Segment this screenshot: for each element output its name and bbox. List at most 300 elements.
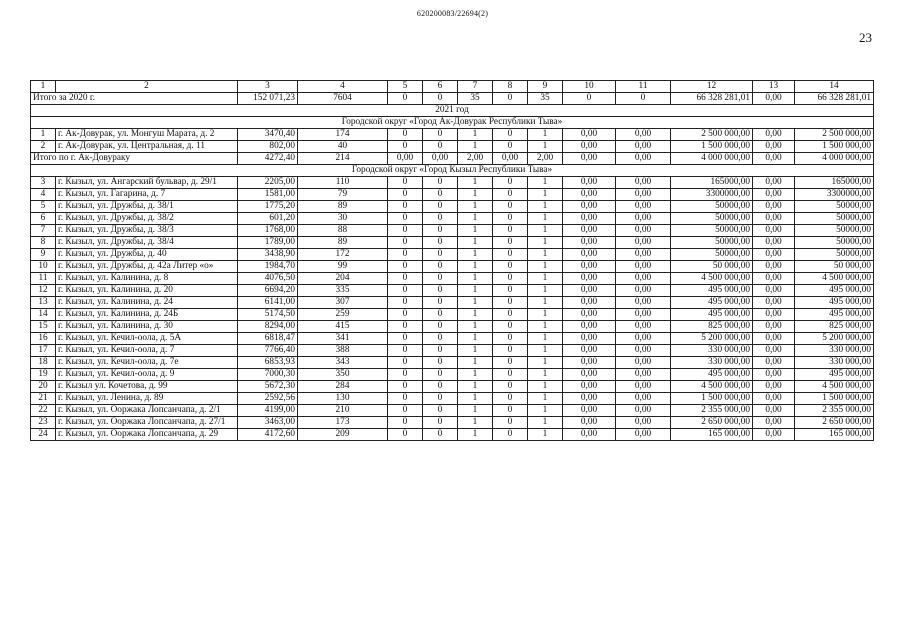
value-cell: 1 [528,201,563,213]
value-cell: 415 [298,321,388,333]
value-cell: 341 [298,333,388,345]
address-cell: г. Кызыл, ул. Дружбы, д. 38/4 [56,237,238,249]
value-cell: 802,00 [238,141,298,153]
value-cell: 1 [458,189,493,201]
value-cell: 0,00 [753,189,795,201]
address-cell: г. Кызыл, ул. Ангарский бульвар, д. 29/1 [56,177,238,189]
value-cell: 0 [423,309,458,321]
value-cell: 5174,50 [238,309,298,321]
value-cell: 307 [298,297,388,309]
value-cell: 1 [528,273,563,285]
value-cell: 495 000,00 [671,285,753,297]
total-value-cell: 35 [528,93,563,105]
value-cell: 495 000,00 [795,285,874,297]
value-cell: 50000,00 [795,249,874,261]
value-cell: 1 [528,141,563,153]
value-cell: 0 [388,309,423,321]
value-cell: 6694,20 [238,285,298,297]
value-cell: 0,00 [563,309,616,321]
value-cell: 1 [458,357,493,369]
value-cell: 0 [423,429,458,441]
value-cell: 0 [493,141,528,153]
value-cell: 0,00 [753,381,795,393]
value-cell: 0,00 [563,213,616,225]
value-cell: 130 [298,393,388,405]
value-cell: 1 [528,333,563,345]
value-cell: 0,00 [753,345,795,357]
column-number-cell: 2 [56,81,238,93]
table-row [31,417,874,429]
value-cell: 495 000,00 [795,297,874,309]
year-heading-text: 2021 год [31,105,874,117]
address-cell: г. Ак-Довурак, ул. Центральная, д. 11 [56,141,238,153]
value-cell: 0 [493,417,528,429]
table-row [31,189,874,201]
value-cell: 0,00 [753,285,795,297]
value-cell: 0 [388,393,423,405]
total-label: Итого за 2020 г. [31,93,238,105]
address-cell: г. Кызыл, ул. Ооржака Лопсанчапа, д. 27/1 [56,417,238,429]
value-cell: 0 [388,285,423,297]
column-number-cell: 8 [493,81,528,93]
value-cell: 4 500 000,00 [671,381,753,393]
value-cell: 0 [423,225,458,237]
value-cell: 0 [388,429,423,441]
value-cell: 0,00 [563,429,616,441]
value-cell: 343 [298,357,388,369]
value-cell: 50000,00 [671,213,753,225]
table-row [31,201,874,213]
value-cell: 0,00 [563,273,616,285]
value-cell: 0 [493,273,528,285]
table-row [31,429,874,441]
value-cell: 0,00 [753,225,795,237]
table-row [31,285,874,297]
value-cell: 0,00 [753,129,795,141]
value-cell: 4 500 000,00 [795,381,874,393]
value-cell: 0,00 [753,321,795,333]
table-row [31,345,874,357]
total-value-cell: 152 071,23 [238,93,298,105]
value-cell: 1 [458,345,493,357]
address-cell: г. Кызыл, ул. Ооржака Лопсанчапа, д. 29 [56,429,238,441]
column-number-cell: 13 [753,81,795,93]
value-cell: 0 [493,189,528,201]
value-cell: 1 [528,381,563,393]
value-cell: 0,00 [616,381,671,393]
value-cell: 1 [458,129,493,141]
value-cell: 0,00 [616,297,671,309]
row-number-cell: 23 [31,417,56,429]
value-cell: 0,00 [563,357,616,369]
value-cell: 1 [458,381,493,393]
row-number-cell: 5 [31,201,56,213]
address-cell: г. Кызыл, ул. Ленина, д. 89 [56,393,238,405]
total-value-cell: 7604 [298,93,388,105]
column-number-cell: 14 [795,81,874,93]
row-number-cell: 18 [31,357,56,369]
address-cell: г. Кызыл, ул. Дружбы, д. 38/2 [56,213,238,225]
value-cell: 0,00 [616,429,671,441]
value-cell: 825 000,00 [795,321,874,333]
table-row [31,369,874,381]
value-cell: 50 000,00 [671,261,753,273]
value-cell: 0,00 [753,309,795,321]
value-cell: 0 [388,177,423,189]
value-cell: 388 [298,345,388,357]
row-number-cell: 12 [31,285,56,297]
value-cell: 0,00 [616,417,671,429]
value-cell: 1 [528,213,563,225]
value-cell: 0 [423,393,458,405]
value-cell: 50 000,00 [795,261,874,273]
value-cell: 50000,00 [671,225,753,237]
table-row [31,297,874,309]
value-cell: 1 [458,249,493,261]
value-cell: 0,00 [616,129,671,141]
value-cell: 0,00 [616,393,671,405]
value-cell: 2 355 000,00 [671,405,753,417]
value-cell: 88 [298,225,388,237]
table-row [31,141,874,153]
value-cell: 1789,00 [238,237,298,249]
value-cell: 601,20 [238,213,298,225]
value-cell: 0 [388,297,423,309]
address-cell: г. Кызыл, ул. Дружбы, д. 38/1 [56,201,238,213]
value-cell: 5 200 000,00 [795,333,874,345]
value-cell: 173 [298,417,388,429]
value-cell: 1 [528,393,563,405]
row-number-cell: 19 [31,369,56,381]
table-row [31,129,874,141]
value-cell: 0 [493,225,528,237]
value-cell: 0,00 [753,393,795,405]
value-cell: 0,00 [563,417,616,429]
value-cell: 50000,00 [795,237,874,249]
value-cell: 1 [528,405,563,417]
value-cell: 0 [423,297,458,309]
value-cell: 0 [423,417,458,429]
value-cell: 0,00 [616,213,671,225]
value-cell: 495 000,00 [671,309,753,321]
value-cell: 1 [528,357,563,369]
value-cell: 0 [493,261,528,273]
value-cell: 1 500 000,00 [795,141,874,153]
value-cell: 1 [528,417,563,429]
value-cell: 0,00 [616,237,671,249]
value-cell: 0 [493,369,528,381]
value-cell: 1 [528,369,563,381]
value-cell: 30 [298,213,388,225]
value-cell: 1 [458,261,493,273]
value-cell: 1 [458,273,493,285]
total-value-cell: 0,00 [563,153,616,165]
total-value-cell: 4272,40 [238,153,298,165]
value-cell: 165000,00 [671,177,753,189]
value-cell: 0,00 [616,357,671,369]
value-cell: 0 [423,141,458,153]
value-cell: 50000,00 [795,201,874,213]
value-cell: 0,00 [753,273,795,285]
value-cell: 0 [493,297,528,309]
value-cell: 0 [423,177,458,189]
value-cell: 0 [423,369,458,381]
value-cell: 89 [298,201,388,213]
value-cell: 1 [528,249,563,261]
value-cell: 0,00 [616,333,671,345]
value-cell: 165000,00 [795,177,874,189]
table-row [31,237,874,249]
value-cell: 495 000,00 [671,297,753,309]
value-cell: 1 [528,237,563,249]
value-cell: 0 [423,333,458,345]
value-cell: 0 [493,237,528,249]
value-cell: 1 [458,213,493,225]
value-cell: 174 [298,129,388,141]
value-cell: 0,00 [753,249,795,261]
table-row [31,393,874,405]
value-cell: 0 [493,177,528,189]
value-cell: 0,00 [616,309,671,321]
column-number-cell: 5 [388,81,423,93]
row-number-cell: 8 [31,237,56,249]
address-cell: г. Кызыл, ул. Кечил-оола, д. 9 [56,369,238,381]
value-cell: 0 [423,405,458,417]
value-cell: 3463,00 [238,417,298,429]
value-cell: 0,00 [563,261,616,273]
value-cell: 0 [388,141,423,153]
value-cell: 1768,00 [238,225,298,237]
value-cell: 1 [458,393,493,405]
value-cell: 0,00 [753,357,795,369]
value-cell: 4 500 000,00 [795,273,874,285]
value-cell: 0 [388,321,423,333]
column-number-row [31,81,874,93]
value-cell: 495 000,00 [671,369,753,381]
address-cell: г. Кызыл, ул. Калинина, д. 8 [56,273,238,285]
value-cell: 0,00 [616,177,671,189]
value-cell: 1 500 000,00 [795,393,874,405]
value-cell: 209 [298,429,388,441]
value-cell: 0,00 [753,333,795,345]
value-cell: 0,00 [753,405,795,417]
value-cell: 3470,40 [238,129,298,141]
value-cell: 0 [388,273,423,285]
value-cell: 0,00 [616,201,671,213]
value-cell: 284 [298,381,388,393]
table-row [31,177,874,189]
value-cell: 0 [423,345,458,357]
value-cell: 6141,00 [238,297,298,309]
value-cell: 1 [458,417,493,429]
value-cell: 5 200 000,00 [671,333,753,345]
value-cell: 0,00 [563,225,616,237]
district-heading-text: Городской округ «Город Ак-Довурак Республики Тыва» [31,117,874,129]
value-cell: 8294,00 [238,321,298,333]
value-cell: 1 500 000,00 [671,141,753,153]
total-value-cell: 214 [298,153,388,165]
table-row [31,213,874,225]
value-cell: 0,00 [753,417,795,429]
value-cell: 0 [493,213,528,225]
address-cell: г. Кызыл, ул. Кечил-оола, д. 7 [56,345,238,357]
value-cell: 0,00 [616,273,671,285]
value-cell: 0,00 [753,201,795,213]
value-cell: 0 [423,273,458,285]
value-cell: 50000,00 [795,225,874,237]
total-value-cell: 66 328 281,01 [671,93,753,105]
row-number-cell: 10 [31,261,56,273]
value-cell: 4076,50 [238,273,298,285]
value-cell: 165 000,00 [795,429,874,441]
value-cell: 0,00 [753,213,795,225]
value-cell: 0 [493,393,528,405]
value-cell: 89 [298,237,388,249]
value-cell: 0,00 [616,321,671,333]
value-cell: 0,00 [563,393,616,405]
total-2020-row [31,93,874,105]
value-cell: 0 [388,405,423,417]
value-cell: 40 [298,141,388,153]
value-cell: 0 [388,249,423,261]
table-row [31,333,874,345]
value-cell: 0 [388,357,423,369]
value-cell: 0 [493,429,528,441]
total-value-cell: 66 328 281,01 [795,93,874,105]
value-cell: 0,00 [563,321,616,333]
table-row [31,261,874,273]
address-cell: г. Кызыл ул. Кочетова, д. 99 [56,381,238,393]
value-cell: 0 [423,357,458,369]
value-cell: 4 500 000,00 [671,273,753,285]
value-cell: 0,00 [753,429,795,441]
value-cell: 165 000,00 [671,429,753,441]
value-cell: 1581,00 [238,189,298,201]
document-id: 620200083/22694(2) [416,9,489,18]
value-cell: 1 [458,141,493,153]
value-cell: 3300000,00 [795,189,874,201]
value-cell: 0,00 [563,189,616,201]
column-number-cell: 12 [671,81,753,93]
total-value-cell: 0,00 [753,93,795,105]
value-cell: 50000,00 [671,237,753,249]
value-cell: 1 [528,189,563,201]
row-number-cell: 4 [31,189,56,201]
value-cell: 0,00 [753,141,795,153]
table-row [31,357,874,369]
value-cell: 0 [493,333,528,345]
value-cell: 0,00 [563,405,616,417]
value-cell: 7766,40 [238,345,298,357]
value-cell: 335 [298,285,388,297]
value-cell: 1 [528,297,563,309]
row-number-cell: 22 [31,405,56,417]
value-cell: 0,00 [616,345,671,357]
value-cell: 6818,47 [238,333,298,345]
value-cell: 0,00 [616,225,671,237]
value-cell: 79 [298,189,388,201]
value-cell: 0 [493,345,528,357]
total-value-cell: 0 [563,93,616,105]
value-cell: 0 [493,381,528,393]
total-value-cell: 0,00 [616,153,671,165]
value-cell: 1 [528,321,563,333]
value-cell: 0 [423,285,458,297]
value-cell: 0 [493,357,528,369]
value-cell: 1 [528,129,563,141]
value-cell: 0 [388,381,423,393]
value-cell: 0,00 [753,297,795,309]
page-number: 23 [859,30,872,45]
column-number-cell: 3 [238,81,298,93]
value-cell: 0 [388,369,423,381]
row-number-cell: 20 [31,381,56,393]
value-cell: 0,00 [563,345,616,357]
value-cell: 0 [423,249,458,261]
value-cell: 0 [423,321,458,333]
value-cell: 0 [423,237,458,249]
total-value-cell: 0 [388,93,423,105]
district-heading [31,117,874,129]
total-label: Итого по г. Ак-Довураку [31,153,238,165]
value-cell: 0 [388,417,423,429]
address-cell: г. Кызыл, ул. Гагарина, д. 7 [56,189,238,201]
row-number-cell: 3 [31,177,56,189]
row-number-cell: 21 [31,393,56,405]
district-heading [31,165,874,177]
value-cell: 259 [298,309,388,321]
value-cell: 0,00 [563,237,616,249]
address-cell: г. Кызыл, ул. Калинина, д. 30 [56,321,238,333]
total-value-cell: 4 000 000,00 [671,153,753,165]
value-cell: 0 [388,225,423,237]
value-cell: 210 [298,405,388,417]
total-value-cell: 0,00 [423,153,458,165]
value-cell: 1 [458,333,493,345]
value-cell: 0,00 [753,369,795,381]
value-cell: 0 [493,321,528,333]
value-cell: 2 500 000,00 [795,129,874,141]
row-number-cell: 1 [31,129,56,141]
value-cell: 204 [298,273,388,285]
value-cell: 0,00 [563,177,616,189]
value-cell: 0 [423,201,458,213]
year-heading [31,105,874,117]
value-cell: 495 000,00 [795,369,874,381]
value-cell: 1 [528,429,563,441]
value-cell: 4199,00 [238,405,298,417]
total-value-cell: 35 [458,93,493,105]
row-number-cell: 6 [31,213,56,225]
value-cell: 1 [458,177,493,189]
table-row [31,321,874,333]
value-cell: 1 [528,225,563,237]
total-value-cell: 4 000 000,00 [795,153,874,165]
value-cell: 5672,30 [238,381,298,393]
value-cell: 2592,56 [238,393,298,405]
total-value-cell: 2,00 [528,153,563,165]
column-number-cell: 10 [563,81,616,93]
value-cell: 1 [528,309,563,321]
value-cell: 0 [493,201,528,213]
value-cell: 2 650 000,00 [671,417,753,429]
total-value-cell: 2,00 [458,153,493,165]
address-cell: г. Ак-Довурак, ул. Монгуш Марата, д. 2 [56,129,238,141]
value-cell: 0 [493,129,528,141]
value-cell: 1 [458,309,493,321]
row-number-cell: 17 [31,345,56,357]
total-value-cell: 0 [423,93,458,105]
